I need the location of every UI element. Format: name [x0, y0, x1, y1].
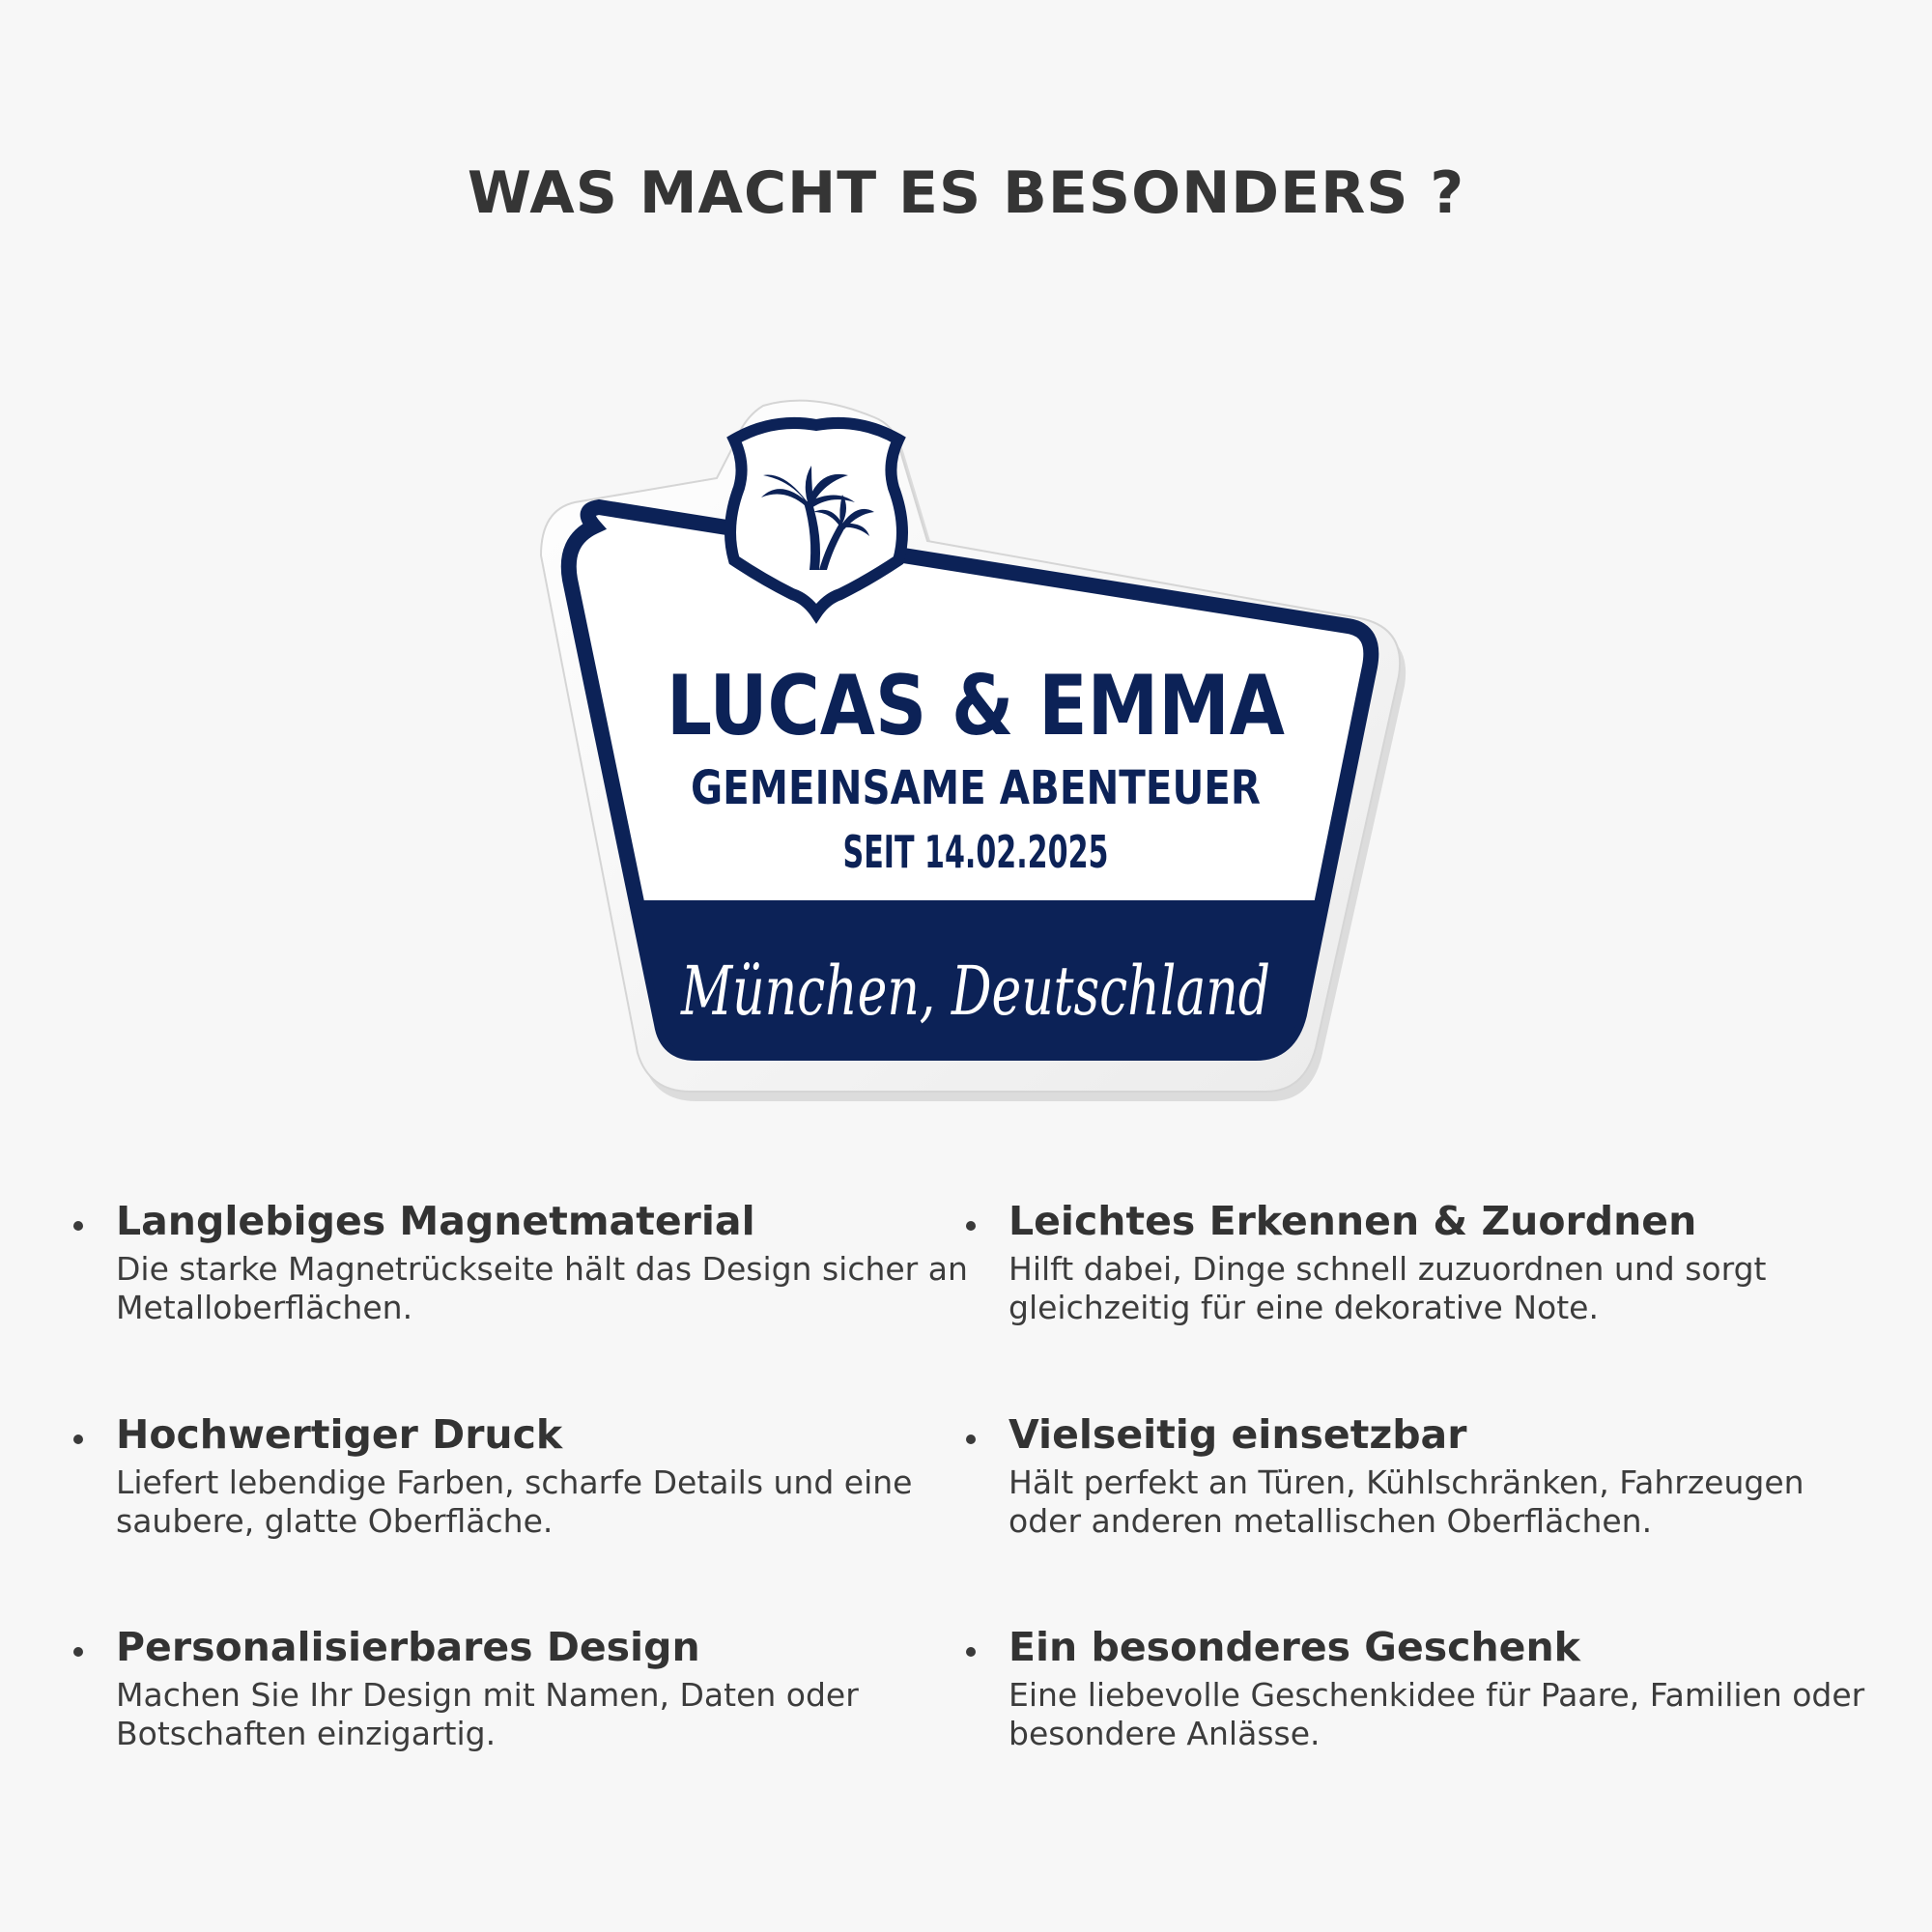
feature-text: Hält perfekt an Türen, Kühlschränken, Fahrzeugen oder anderen metallischen Oberflächen. — [1009, 1463, 1804, 1540]
bullet-icon — [966, 1435, 976, 1444]
feature-text: Hilft dabei, Dinge schnell zuzuordnen und sorgt gleichzeitig für eine dekorative Note. — [1009, 1250, 1767, 1326]
feature-item — [1009, 1622, 1878, 1753]
feature-item — [1009, 1409, 1878, 1541]
feature-title: Ein besonderes Geschenk — [1009, 1624, 1580, 1670]
sign-place: München, Deutschland — [679, 952, 1270, 1031]
feature-item — [116, 1622, 985, 1753]
feature-title: Hochwertiger Druck — [116, 1411, 563, 1458]
feature-title: Personalisierbares Design — [116, 1624, 700, 1670]
magnet-sign — [522, 386, 1430, 1150]
feature-title: Vielseitig einsetzbar — [1009, 1411, 1467, 1458]
bullet-icon — [73, 1221, 83, 1231]
bullet-icon — [966, 1221, 976, 1231]
feature-text: Eine liebevolle Geschenkidee für Paare, Familien oder besondere Anlässe. — [1009, 1676, 1865, 1752]
feature-text: Liefert lebendige Farben, scharfe Details und eine saubere, glatte Oberfläche. — [116, 1463, 913, 1540]
bullet-icon — [73, 1647, 83, 1657]
sign-names: LUCAS & EMMA — [667, 658, 1286, 754]
sign-date: SEIT 14.02.2025 — [842, 826, 1109, 878]
feature-title: Leichtes Erkennen & Zuordnen — [1009, 1198, 1697, 1244]
feature-item — [116, 1196, 985, 1327]
page-title: WAS MACHT ES BESONDERS ? — [467, 159, 1465, 227]
feature-text: Die starke Magnetrückseite hält das Design sicher an Metalloberflächen. — [116, 1250, 968, 1326]
feature-title: Langlebiges Magnetmaterial — [116, 1198, 755, 1244]
bullet-icon — [73, 1435, 83, 1444]
bullet-icon — [966, 1647, 976, 1657]
sign-subtitle: GEMEINSAME ABENTEUER — [691, 761, 1261, 815]
feature-text: Machen Sie Ihr Design mit Namen, Daten oder Botschaften einzigartig. — [116, 1676, 859, 1752]
feature-item — [1009, 1196, 1878, 1327]
feature-item — [116, 1409, 985, 1541]
